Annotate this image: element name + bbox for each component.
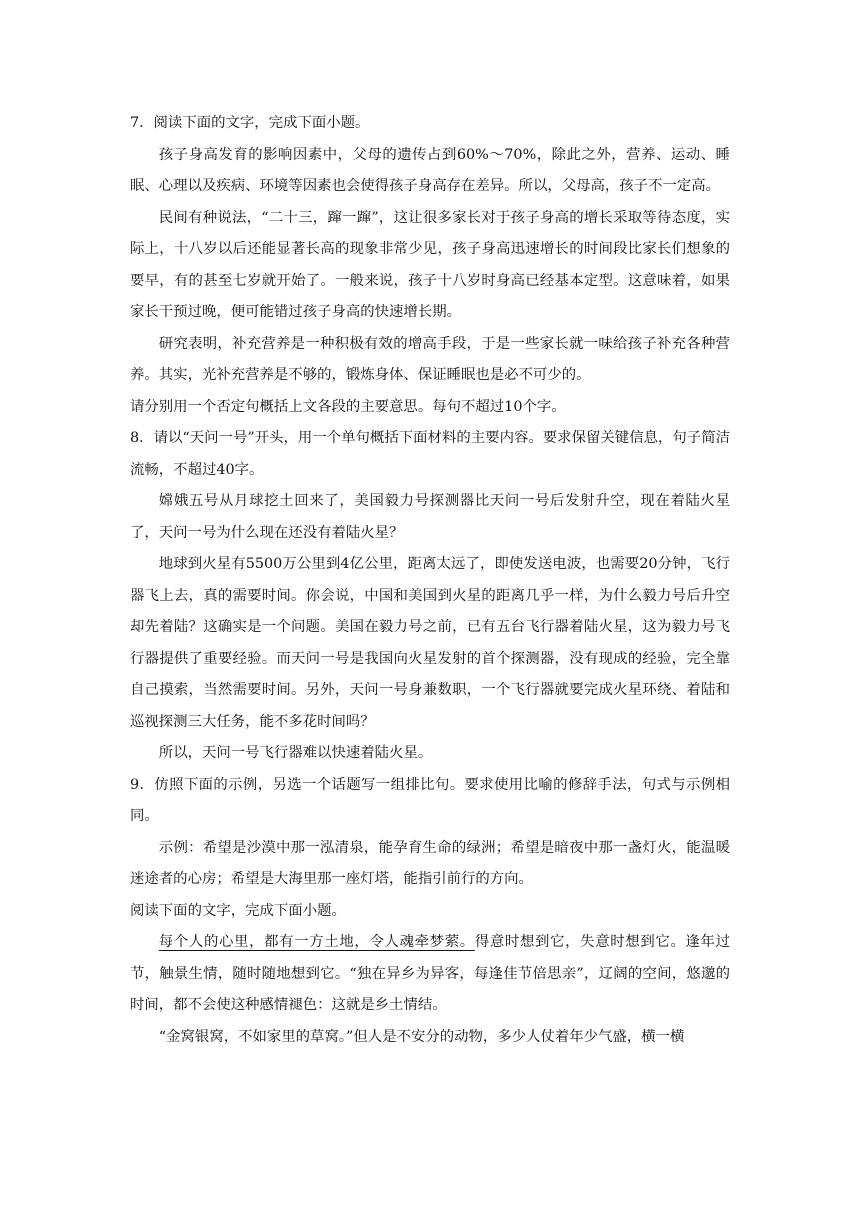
q7-instruction: 请分别用一个否定句概括上文各段的主要意思。每句不超过10个字。 (130, 398, 566, 415)
reading-paragraph-1 (130, 927, 730, 1022)
question-7-title: 7．阅读下面的文字，完成下面小题。 (130, 115, 370, 131)
q8-paragraph-3: 所以，天问一号飞行器难以快速着陆火星。 (158, 745, 433, 761)
q9-example: 示例：希望是沙漠中那一泓清泉，能孕育生命的绿洲；希望是暗夜中那一盏灯火，能温暖迷途者的心房；希望是大海里那一座灯塔，能指引前行的方向。 (130, 839, 730, 887)
underlined-sentence: 每个人的心里，都有一方土地，令人魂牵梦萦。 (158, 934, 475, 950)
reading-paragraph-2: “金窝银窝，不如家里的草窝。”但人是不安分的动物，多少人仗着年少气盛，横一横 (158, 1028, 685, 1045)
reading-title: 阅读下面的文字，完成下面小题。 (130, 902, 346, 919)
q7-paragraph-1: 孩子身高发育的影响因素中，父母的遗传占到60%～70%，除此之外，营养、运动、睡眠、心理以及疾病、环境等因素也会使得孩子身高存在差异。所以，父母高，孩子不一定高。 (130, 146, 730, 194)
document-body (130, 108, 730, 1053)
question-8-title: 8．请以“天问一号”开头，用一个单句概括下面材料的主要内容。要求保留关键信息，句子简洁流畅，不超过40字。 (130, 430, 730, 478)
reading-paragraph-1-rest: 得意时想到它，失意时想到它。逢年过节，触景生情，随时随地想到它。“独在异乡为异客，每逢佳节倍思亲”，辽阔的空间，悠邈的时间，都不会使这种感情褪色：这就是乡土情结。 (130, 934, 730, 1013)
q7-paragraph-3: 研究表明，补充营养是一种积极有效的增高手段，于是一些家长就一味给孩子补充各种营养。其实，光补充营养是不够的，锻炼身体、保证睡眠也是必不可少的。 (130, 335, 730, 383)
question-9-title: 9．仿照下面的示例，另选一个话题写一组排比句。要求使用比喻的修辞手法，句式与示例相同。 (130, 776, 730, 824)
q7-paragraph-2: 民间有种说法，“二十三，蹿一蹿”，这让很多家长对于孩子身高的增长采取等待态度，实际上，十八岁以后还能显著长高的现象非常少见，孩子身高迅速增长的时间段比家长们想象的要早，有的甚至七岁就开始了。一般来说，孩子十八岁时身高已经基本定型。这意味着，如果家长干预过晚，便可能错过孩子身高的快速增长期。 (130, 209, 730, 320)
q8-paragraph-2: 地球到火星有5500万公里到4亿公里，距离太远了，即使发送电波，也需要20分钟，飞行器飞上去，真的需要时间。你会说，中国和美国到火星的距离几乎一样，为什么毅力号后升空却先着陆？这确实是一个问题。美国在毅力号之前，已有五台飞行器着陆火星，这为毅力号飞行器提供了重要经验。而天问一号是我国向火星发射的首个探测器，没有现成的经验，完全靠自己摸索，当然需要时间。另外，天问一号身兼数职，一个飞行器就要完成火星环绕、着陆和巡视探测三大任务，能不多花时间吗？ (130, 556, 730, 730)
q8-paragraph-1: 嫦娥五号从月球挖土回来了，美国毅力号探测器比天问一号后发射升空，现在着陆火星了，天问一号为什么现在还没有着陆火星？ (130, 493, 730, 541)
